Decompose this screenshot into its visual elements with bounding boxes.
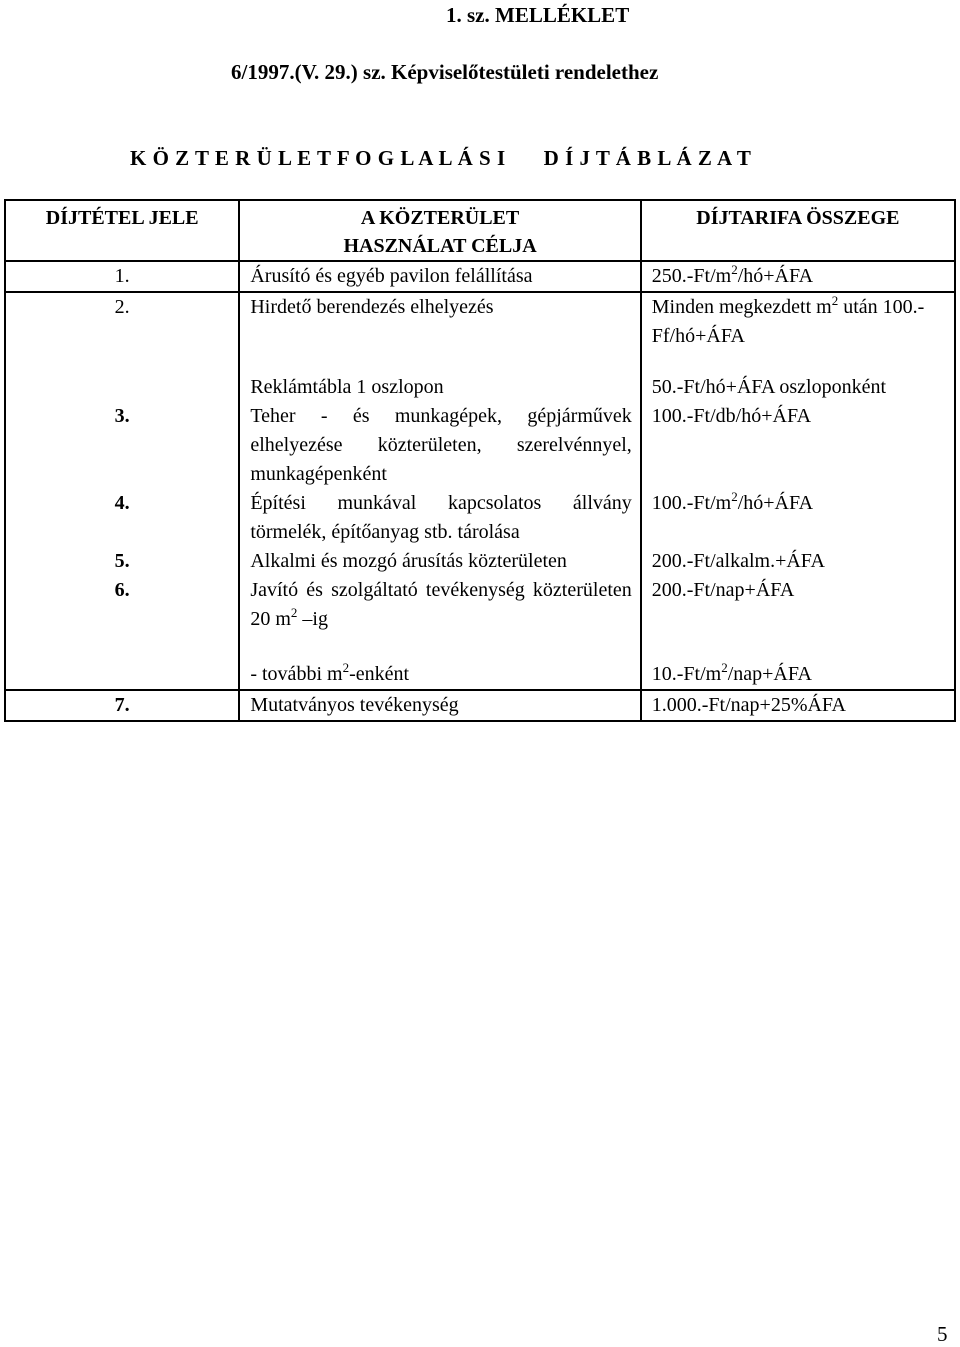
fee-text: 10.-Ft/m [651, 663, 722, 685]
table-row [5, 634, 955, 690]
superscript: 2 [731, 489, 738, 504]
superscript: 2 [290, 605, 298, 620]
row-purpose [239, 634, 640, 690]
column-header-code: DÍJTÉTEL JELE [5, 200, 239, 261]
row-purpose: Építési munkával kapcsolatos állvány törmelék, építőanyag stb. tárolása [239, 489, 640, 547]
table-row [5, 690, 955, 721]
purpose-text: - további m [250, 663, 343, 685]
column-header-purpose: A KÖZTERÜLET HASZNÁLAT CÉLJA [239, 200, 640, 261]
row-number: 5. [5, 547, 239, 576]
column-header-fee: DÍJTARIFA ÖSSZEGE [641, 200, 955, 261]
fee-text: után 100.-Ff/hó+ÁFA [651, 296, 925, 347]
title-left: K Ö Z T E R Ü L E T F O G L A L Á S I [130, 146, 506, 170]
table-row [5, 402, 955, 489]
row-purpose: Árusító és egyéb pavilon felállítása [239, 261, 640, 292]
purpose-text: –ig [297, 608, 328, 630]
row-purpose: Reklámtábla 1 oszlopon [239, 351, 640, 402]
row-fee: 200.-Ft/nap+ÁFA [641, 576, 955, 634]
row-number: 4. [5, 489, 239, 547]
row-purpose: Hirdető berendezés elhelyezés [239, 292, 640, 351]
page-number: 5 [937, 1322, 948, 1346]
row-fee [641, 261, 955, 292]
superscript: 2 [731, 262, 738, 277]
table-row [5, 261, 955, 292]
table-header-row [5, 200, 955, 261]
row-purpose: Alkalmi és mozgó árusítás közterületen [239, 547, 640, 576]
row-number: 3. [5, 402, 239, 489]
fee-text: 100.-Ft/m [651, 492, 732, 514]
row-purpose [239, 576, 640, 634]
row-fee: 200.-Ft/alkalm.+ÁFA [641, 547, 955, 576]
row-fee: 1.000.-Ft/nap+25%ÁFA [641, 690, 955, 721]
row-purpose: Teher - és munkagépek, gépjárművek elhelyezése közterületen, szerelvénnyel, munkagépenként [239, 402, 640, 489]
fee-table [4, 199, 956, 722]
table-row [5, 351, 955, 402]
purpose-text: -enként [349, 663, 410, 685]
row-fee: 100.-Ft/db/hó+ÁFA [641, 402, 955, 489]
fee-table-title [130, 146, 751, 171]
row-fee [641, 292, 955, 351]
fee-text: Minden megkezdett m [651, 296, 832, 318]
row-fee: 50.-Ft/hó+ÁFA oszloponként [641, 351, 955, 402]
fee-text: /hó+ÁFA [737, 492, 814, 514]
superscript: 2 [831, 293, 839, 308]
table-row [5, 292, 955, 351]
superscript: 2 [342, 660, 350, 675]
fee-text: /nap+ÁFA [727, 663, 812, 685]
table-row [5, 547, 955, 576]
row-number: 1. [5, 261, 239, 292]
row-fee [641, 634, 955, 690]
fee-text: /hó+ÁFA [737, 265, 814, 287]
decree-reference: 6/1997.(V. 29.) sz. Képviselőtestületi rendelethez [231, 60, 659, 84]
annex-title: 1. sz. MELLÉKLET [446, 3, 630, 27]
row-fee [641, 489, 955, 547]
row-number: 6. [5, 576, 239, 634]
row-number: 2. [5, 292, 239, 351]
purpose-text: Javító és szolgáltató tevékenység közterületen 20 m [250, 579, 632, 630]
row-purpose: Mutatványos tevékenység [239, 690, 640, 721]
row-number [5, 634, 239, 690]
row-number: 7. [5, 690, 239, 721]
table-row [5, 489, 955, 547]
title-right: D Í J T Á B L Á Z A T [543, 146, 752, 170]
row-number [5, 351, 239, 402]
table-row [5, 576, 955, 634]
superscript: 2 [721, 660, 728, 675]
fee-text: 250.-Ft/m [651, 265, 732, 287]
